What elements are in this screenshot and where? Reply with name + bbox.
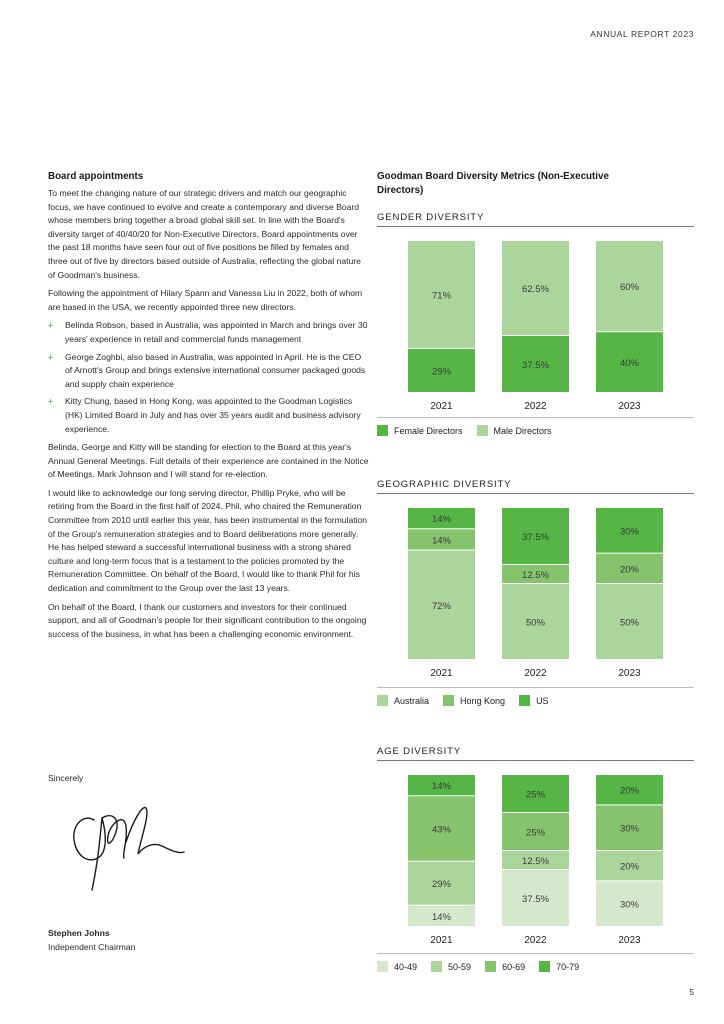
plus-icon: + xyxy=(48,351,54,362)
legend-swatch xyxy=(485,961,496,972)
legend-swatch xyxy=(377,425,388,436)
divider xyxy=(377,687,694,688)
bar-value-label: 37.5% xyxy=(522,360,549,371)
bar-value-label: 25% xyxy=(525,827,546,839)
geographic-legend xyxy=(377,695,549,706)
legend-label: Male Directors xyxy=(493,425,552,436)
section-heading: Board appointments xyxy=(48,171,144,182)
bar-value-label: 40% xyxy=(619,358,640,370)
x-tick-label: 2022 xyxy=(524,935,547,946)
bar-value-label: 62.5% xyxy=(522,284,549,295)
legend-item xyxy=(539,961,579,972)
legend-swatch xyxy=(519,695,530,706)
legend-item xyxy=(377,425,463,436)
report-title: ANNUAL REPORT 2023 xyxy=(590,29,694,39)
bar-value-label: 14% xyxy=(431,514,452,526)
legend-label: 50-59 xyxy=(448,961,472,972)
sign-off: Sincerely xyxy=(48,773,84,783)
bar-value-label: 71% xyxy=(431,290,452,302)
bar-value-label: 50% xyxy=(525,617,546,629)
legend-label: 40-49 xyxy=(394,961,418,972)
legend-item xyxy=(519,695,549,706)
bar-value-label: 12.5% xyxy=(522,570,549,581)
bar-value-label: 20% xyxy=(619,861,640,873)
geographic-chart xyxy=(377,504,694,684)
bar-value-label: 30% xyxy=(619,823,640,835)
legend-label: 70-79 xyxy=(556,961,580,972)
bar-value-label: 30% xyxy=(619,526,640,538)
divider xyxy=(377,493,694,494)
legend-label: 60-69 xyxy=(502,961,526,972)
gender-legend xyxy=(377,425,552,436)
paragraph-5: On behalf of the Board, I thank our customers and investors for their continued support, and all of Goodman's people for their significant contribution to the ongoing success of the business, in what has been a challenging economic environment. xyxy=(48,601,367,639)
paragraph-2: Following the appointment of Hilary Spann and Vanessa Liu in 2022, both of whom are based in the USA, we recently appointed three new directors. xyxy=(48,288,363,312)
legend-item xyxy=(477,425,552,436)
plus-icon: + xyxy=(48,396,54,407)
bar-value-label: 30% xyxy=(619,899,640,911)
bar-value-label: 14% xyxy=(431,911,452,923)
x-tick-label: 2021 xyxy=(430,668,453,679)
bar-value-label: 29% xyxy=(431,879,452,891)
page-number: 5 xyxy=(689,987,694,997)
age-chart-title: AGE DIVERSITY xyxy=(377,746,461,757)
list-item xyxy=(48,319,370,346)
divider xyxy=(377,953,694,954)
paragraph-3: Belinda, George and Kitty will be standing for election to the Board at this year's Annual General Meetings. Full details of their experience are contained in the Notice of Meetings. Mark Johnson and I will stand for re-election. xyxy=(48,442,369,480)
legend-item xyxy=(443,695,505,706)
x-tick-label: 2022 xyxy=(524,401,547,412)
plus-icon: + xyxy=(48,320,54,331)
legend-item xyxy=(431,961,471,972)
bar-value-label: 43% xyxy=(431,824,452,836)
signer-role: Independent Chairman xyxy=(48,942,136,952)
age-legend xyxy=(377,961,579,972)
divider xyxy=(377,226,694,227)
divider xyxy=(377,417,694,418)
list-item xyxy=(48,351,370,392)
board-appointments-section xyxy=(48,170,370,646)
paragraph-1: To meet the changing nature of our strategic drivers and match our geographic focus, we have continued to evolve and create a contemporary and diverse Board whose members bring together a broad global skill set. In line with the Board's diversity target of 40/40/20 for Non-Executive Directors, Board appointments over the past 18 months have seen four out of five positions be filled by females and three out of five by directors based outside of Australia, reflecting the global nature of Goodman's business. xyxy=(48,188,361,280)
x-tick-label: 2023 xyxy=(618,401,641,412)
bar-value-label: 50% xyxy=(619,617,640,629)
bar-value-label: 37.5% xyxy=(522,894,549,905)
legend-label: US xyxy=(536,695,549,706)
signer-name: Stephen Johns xyxy=(48,928,110,938)
x-tick-label: 2021 xyxy=(430,401,453,412)
legend-swatch xyxy=(377,695,388,706)
list-item-text: George Zoghbi, also based in Australia, was appointed in April. He is the CEO of Arnott's Group and brings extensive international consumer packaged goods and supply chain experience xyxy=(65,351,366,389)
paragraph-4: I would like to acknowledge our long serving director, Phillip Pryke, who will be retiring from the Board in the first half of 2024. Phil, who chaired the Remuneration Committee from 2010 until earlier this year, has been instrumental in the formulation of the Group's remuneration strategies and to Board deliberations more generally. He has helped steward a successful international business with a strong shared culture and long-term focus that is a testament to the policies promoted by the Remuneration Committee. On behalf of the Board, I would like to thank Phil for his dedication and commitment to the Group over the last 13 years. xyxy=(48,487,368,594)
appointments-list xyxy=(48,319,370,436)
bar-value-label: 14% xyxy=(431,781,452,793)
signature-image xyxy=(62,802,192,907)
bar-value-label: 14% xyxy=(431,535,452,547)
bar-value-label: 60% xyxy=(619,282,640,294)
x-tick-label: 2022 xyxy=(524,668,547,679)
bar-value-label: 29% xyxy=(431,366,452,378)
legend-item xyxy=(485,961,525,972)
bar-value-label: 37.5% xyxy=(522,532,549,543)
bar-value-label: 12.5% xyxy=(522,856,549,867)
divider xyxy=(377,760,694,761)
legend-label: Hong Kong xyxy=(460,695,506,706)
bar-value-label: 25% xyxy=(525,789,546,801)
bar-value-label: 72% xyxy=(431,600,452,612)
legend-swatch xyxy=(377,961,388,972)
age-chart xyxy=(377,771,694,951)
x-tick-label: 2023 xyxy=(618,935,641,946)
gender-chart xyxy=(377,237,694,417)
legend-swatch xyxy=(477,425,488,436)
legend-item xyxy=(377,695,429,706)
metrics-title: Goodman Board Diversity Metrics (Non-Executive Directors) xyxy=(377,171,609,196)
list-item-text: Belinda Robson, based in Australia, was appointed in March and brings over 30 years' experience in retail and commercial funds management xyxy=(65,320,368,344)
x-tick-label: 2023 xyxy=(618,668,641,679)
legend-swatch xyxy=(443,695,454,706)
legend-item xyxy=(377,961,417,972)
legend-label: Female Directors xyxy=(394,425,463,436)
geographic-chart-title: GEOGRAPHIC DIVERSITY xyxy=(377,479,512,490)
list-item-text: Kitty Chung, based in Hong Kong, was appointed to the Goodman Logistics (HK) Limited Board in July and has over 35 years audit and business advisory experience. xyxy=(65,396,361,434)
x-tick-label: 2021 xyxy=(430,935,453,946)
legend-swatch xyxy=(539,961,550,972)
list-item xyxy=(48,395,370,436)
bar-value-label: 20% xyxy=(619,564,640,576)
legend-label: Australia xyxy=(394,695,430,706)
legend-swatch xyxy=(431,961,442,972)
gender-chart-title: GENDER DIVERSITY xyxy=(377,212,485,223)
bar-value-label: 20% xyxy=(619,785,640,797)
